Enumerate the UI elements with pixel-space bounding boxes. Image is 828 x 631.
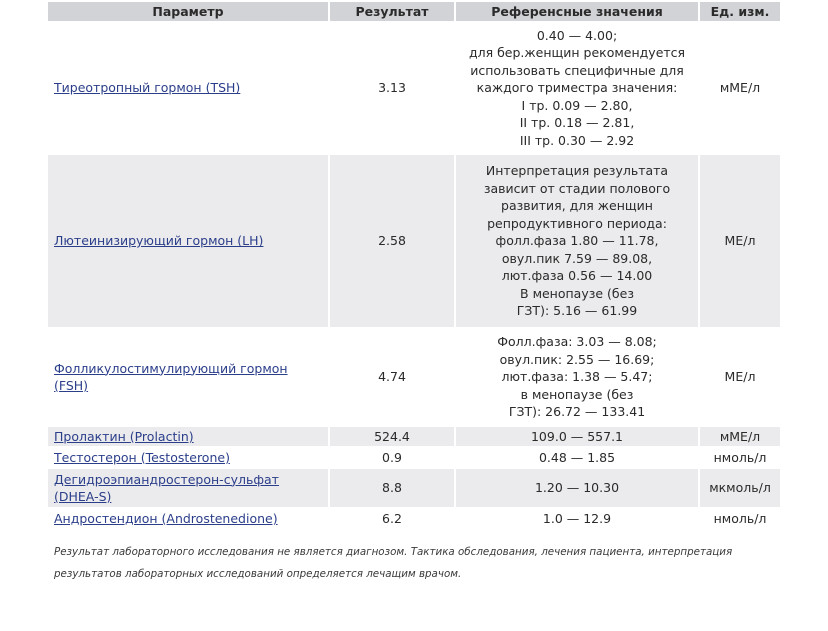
header-result: Результат xyxy=(330,2,456,21)
reference-line: для бер.женщин рекомендуется xyxy=(468,45,686,61)
reference-cell xyxy=(456,427,700,446)
reference-cell xyxy=(456,448,700,467)
param-link-tsh[interactable]: Тиреотропный гормон (TSH) xyxy=(54,80,241,96)
result-cell: 3.13 xyxy=(330,23,456,153)
reference-line: каждого триместра значения: xyxy=(476,80,678,96)
table-header-row xyxy=(48,2,780,21)
unit-cell: мМЕ/л xyxy=(700,427,780,446)
reference-cell xyxy=(456,469,700,507)
reference-line: лют.фаза 0.56 — 14.00 xyxy=(501,268,653,284)
lab-results-table xyxy=(48,0,780,530)
reference-cell xyxy=(456,155,700,327)
footnote xyxy=(54,541,794,585)
param-cell xyxy=(48,509,330,528)
reference-line: ГЗТ): 5.16 — 61.99 xyxy=(516,303,638,319)
footnote-line: Результат лабораторного исследования не является диагнозом. Тактика обследования, лечения пациента, интерпретация xyxy=(54,546,733,558)
reference-line: В менопаузе (без xyxy=(520,285,634,301)
header-unit: Ед. изм. xyxy=(700,2,780,21)
unit-cell: МЕ/л xyxy=(700,155,780,327)
reference-line: 1.20 — 10.30 xyxy=(534,480,620,496)
unit-cell: мМЕ/л xyxy=(700,23,780,153)
reference-line: репродуктивного периода: xyxy=(487,215,667,231)
param-cell xyxy=(48,427,330,446)
param-link-prolactin[interactable]: Пролактин (Prolactin) xyxy=(54,428,194,444)
unit-cell: мкмоль/л xyxy=(700,469,780,507)
param-cell xyxy=(48,469,330,507)
param-link-lh[interactable]: Лютеинизирующий гормон (LH) xyxy=(54,233,264,249)
param-cell xyxy=(48,23,330,153)
result-cell: 6.2 xyxy=(330,509,456,528)
param-cell xyxy=(48,155,330,327)
footnote-line: результатов лабораторных исследований определяется лечащим врачом. xyxy=(54,568,462,580)
table-row xyxy=(48,155,780,327)
header-param: Параметр xyxy=(48,2,330,21)
reference-line: овул.пик: 2.55 — 16.69; xyxy=(499,351,655,367)
unit-cell: нмоль/л xyxy=(700,509,780,528)
reference-line: III тр. 0.30 — 2.92 xyxy=(519,132,635,148)
reference-line: лют.фаза: 1.38 — 5.47; xyxy=(501,369,653,385)
param-link-text: Дегидроэпиандростерон-сульфат xyxy=(54,471,279,487)
unit-cell: МЕ/л xyxy=(700,329,780,425)
param-link-testosterone[interactable]: Тестостерон (Testosterone) xyxy=(54,449,230,465)
reference-line: 0.40 — 4.00; xyxy=(536,27,618,43)
result-cell: 2.58 xyxy=(330,155,456,327)
table-row xyxy=(48,329,780,425)
reference-line: Интерпретация результата xyxy=(485,163,669,179)
result-cell: 524.4 xyxy=(330,427,456,446)
param-cell xyxy=(48,448,330,467)
reference-line: зависит от стадии полового xyxy=(483,180,671,196)
reference-cell xyxy=(456,329,700,425)
param-cell xyxy=(48,329,330,425)
reference-line: 0.48 — 1.85 xyxy=(538,449,616,465)
table-row xyxy=(48,448,780,467)
reference-line: 109.0 — 557.1 xyxy=(530,428,624,444)
reference-line: 1.0 — 12.9 xyxy=(542,510,612,526)
reference-line: использовать специфичные для xyxy=(470,62,684,78)
reference-line: в менопаузе (без xyxy=(520,386,634,402)
reference-cell xyxy=(456,23,700,153)
unit-cell: нмоль/л xyxy=(700,448,780,467)
reference-line: овул.пик 7.59 — 89.08, xyxy=(501,250,653,266)
param-link-text: (DHEA-S) xyxy=(54,489,112,504)
reference-line: фолл.фаза 1.80 — 11.78, xyxy=(495,233,659,249)
table-row xyxy=(48,23,780,153)
param-link-dhea-s[interactable] xyxy=(54,472,279,505)
table-row xyxy=(48,509,780,528)
reference-line: ГЗТ): 26.72 — 133.41 xyxy=(508,404,646,420)
result-cell: 4.74 xyxy=(330,329,456,425)
param-link-text: Фолликулостимулирующий гормон xyxy=(54,360,288,376)
result-cell: 8.8 xyxy=(330,469,456,507)
result-cell: 0.9 xyxy=(330,448,456,467)
reference-cell xyxy=(456,509,700,528)
reference-line: Фолл.фаза: 3.03 — 8.08; xyxy=(497,334,657,350)
param-link-androstenedione[interactable]: Андростендион (Androstenedione) xyxy=(54,510,278,526)
table-row xyxy=(48,469,780,507)
reference-line: I тр. 0.09 — 2.80, xyxy=(521,97,633,113)
table-row xyxy=(48,427,780,446)
reference-line: II тр. 0.18 — 2.81, xyxy=(519,115,635,131)
param-link-fsh[interactable] xyxy=(54,361,288,394)
reference-line: развития, для женщин xyxy=(501,198,653,214)
param-link-text: (FSH) xyxy=(54,378,89,393)
header-reference: Референсные значения xyxy=(456,2,700,21)
